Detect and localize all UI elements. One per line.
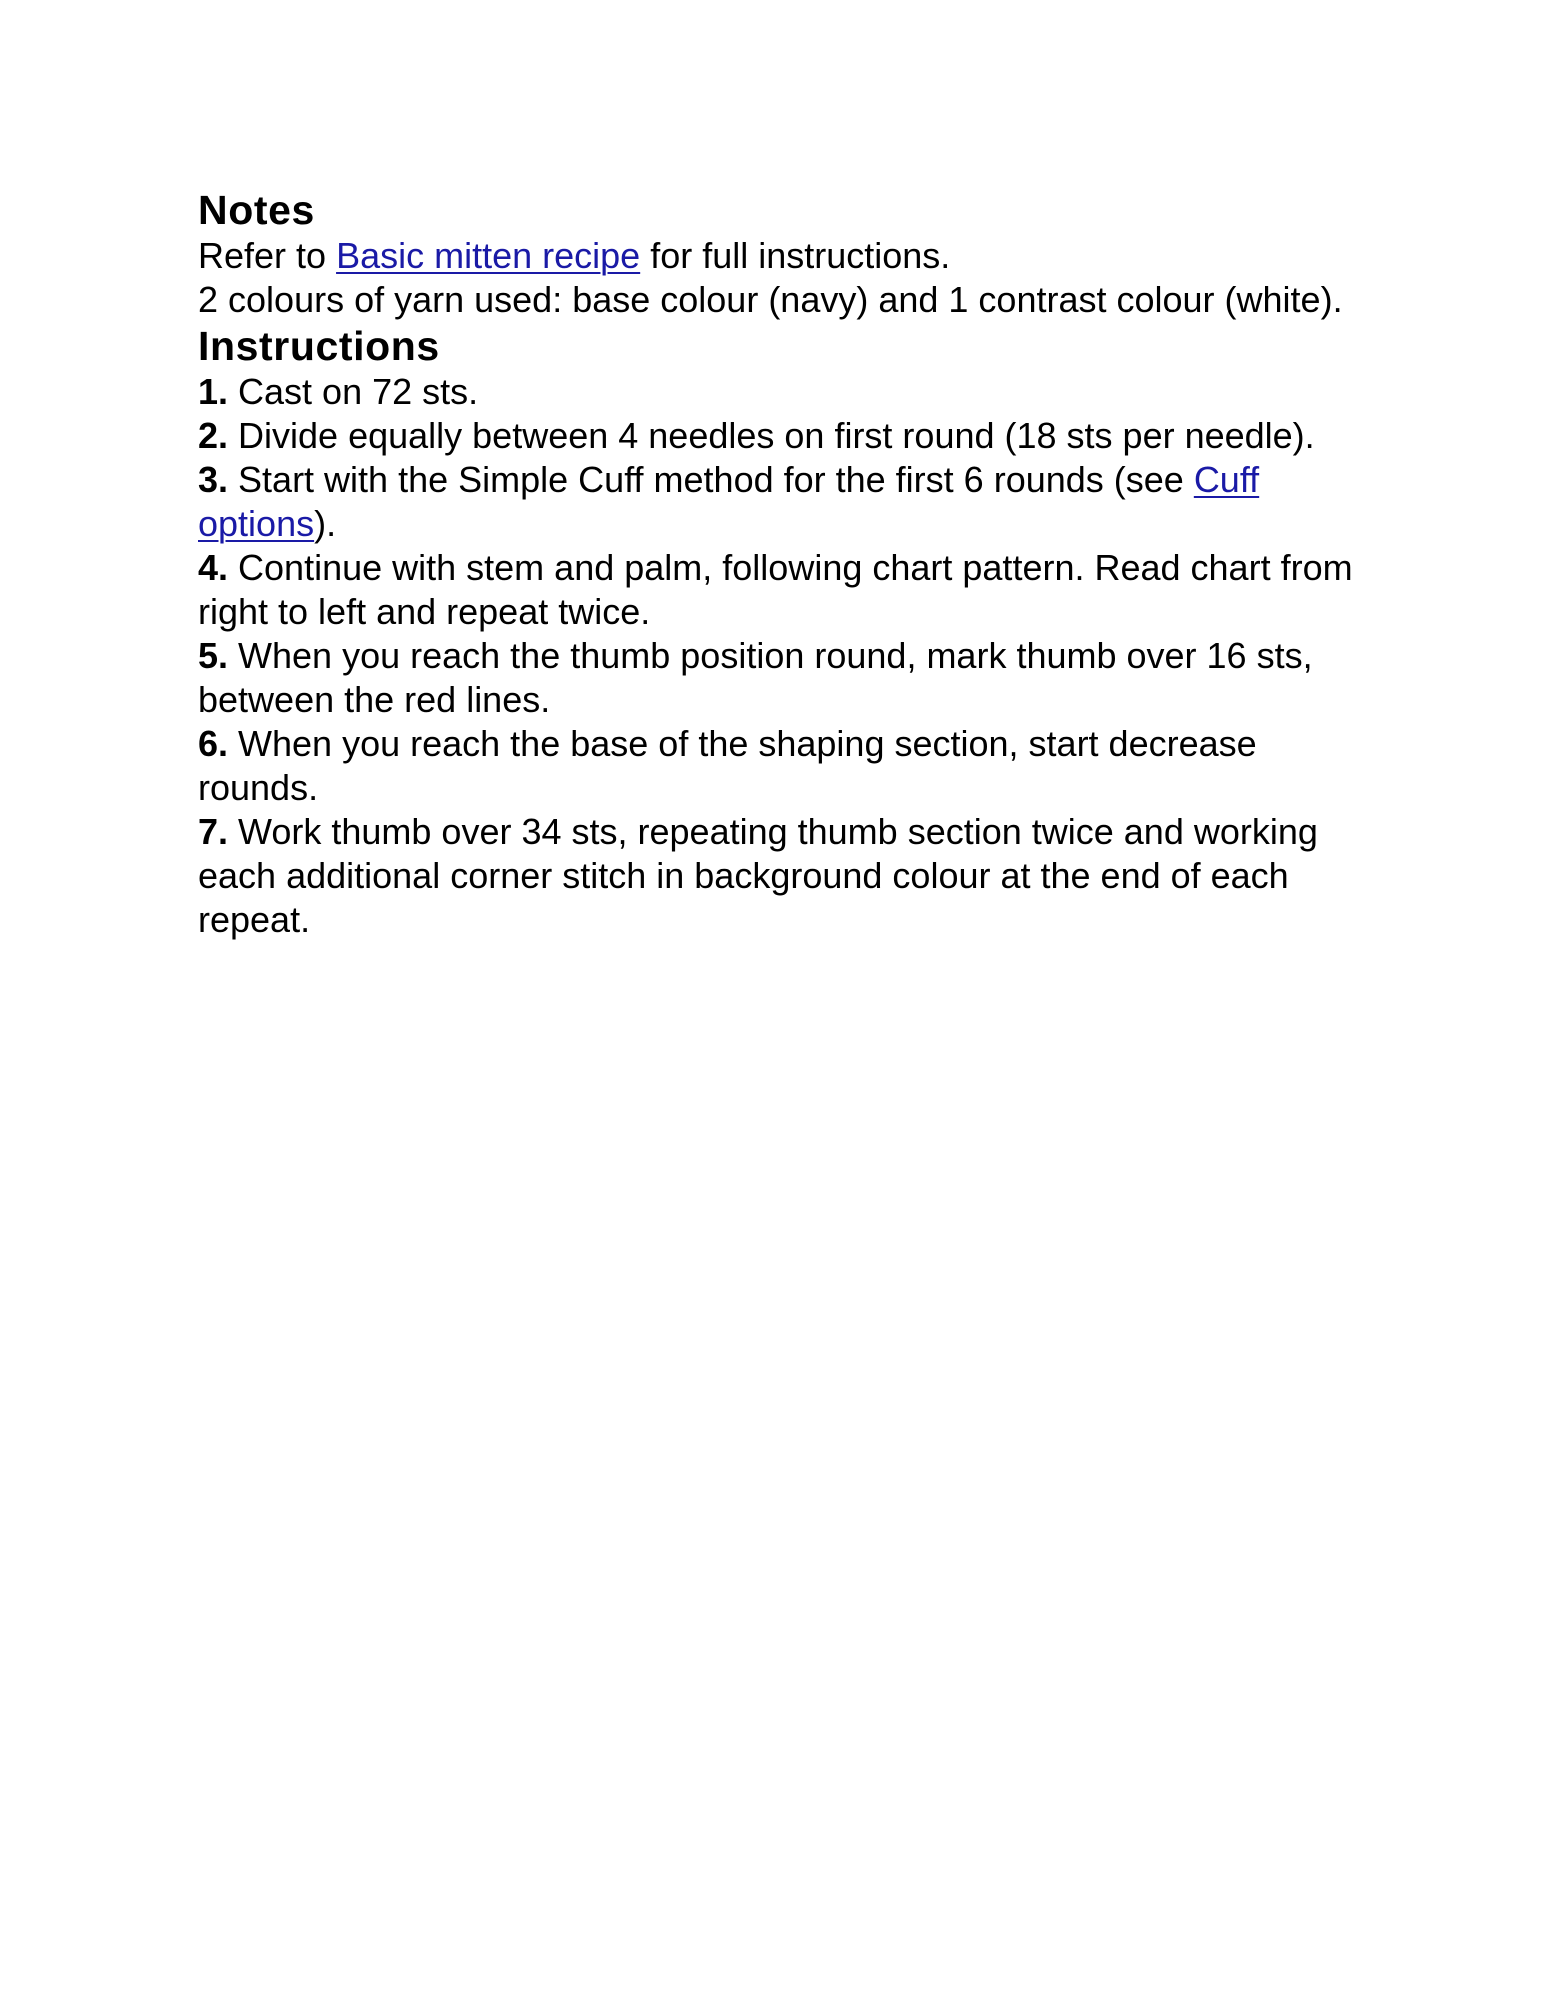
step-number: 3. bbox=[198, 459, 229, 500]
step-text: Continue with stem and palm, following chart pattern. Read chart from right to left and repeat twice. bbox=[198, 547, 1353, 632]
notes-yarn-paragraph: 2 colours of yarn used: base colour (navy) and 1 contrast colour (white). bbox=[198, 279, 1343, 320]
step-text: Work thumb over 34 sts, repeating thumb section twice and working each additional corner stitch in background colour at the end of each repeat. bbox=[198, 811, 1318, 940]
step-number: 6. bbox=[198, 723, 229, 764]
step-number: 2. bbox=[198, 415, 229, 456]
step-text: Cast on 72 sts. bbox=[228, 371, 479, 412]
step-number: 1. bbox=[198, 371, 229, 412]
instruction-step-1 bbox=[198, 370, 1358, 414]
step-text: When you reach the thumb position round, mark thumb over 16 sts, between the red lines. bbox=[198, 635, 1313, 720]
step-text: Start with the Simple Cuff method for the first 6 rounds (see bbox=[228, 459, 1194, 500]
instructions-heading: Instructions bbox=[198, 323, 440, 369]
notes-heading: Notes bbox=[198, 187, 315, 233]
step-text: When you reach the base of the shaping section, start decrease rounds. bbox=[198, 723, 1257, 808]
instruction-step-6 bbox=[198, 722, 1358, 810]
step-text: Divide equally between 4 needles on first round (18 sts per needle). bbox=[228, 415, 1315, 456]
instruction-step-4 bbox=[198, 546, 1358, 634]
step-text-suffix: ). bbox=[314, 503, 337, 544]
notes-reference-paragraph bbox=[198, 234, 1358, 278]
instruction-step-3 bbox=[198, 458, 1358, 546]
step-number: 4. bbox=[198, 547, 229, 588]
notes-reference-suffix: for full instructions. bbox=[640, 235, 951, 276]
instruction-step-7 bbox=[198, 810, 1358, 942]
cuff-options-link[interactable]: Cuff options bbox=[198, 459, 1260, 544]
step-number: 5. bbox=[198, 635, 229, 676]
instruction-step-2 bbox=[198, 414, 1358, 458]
step-number: 7. bbox=[198, 811, 229, 852]
notes-reference-prefix: Refer to bbox=[198, 235, 337, 276]
instruction-step-5 bbox=[198, 634, 1358, 722]
basic-mitten-recipe-link[interactable]: Basic mitten recipe bbox=[336, 235, 641, 276]
document-page bbox=[198, 186, 1358, 942]
